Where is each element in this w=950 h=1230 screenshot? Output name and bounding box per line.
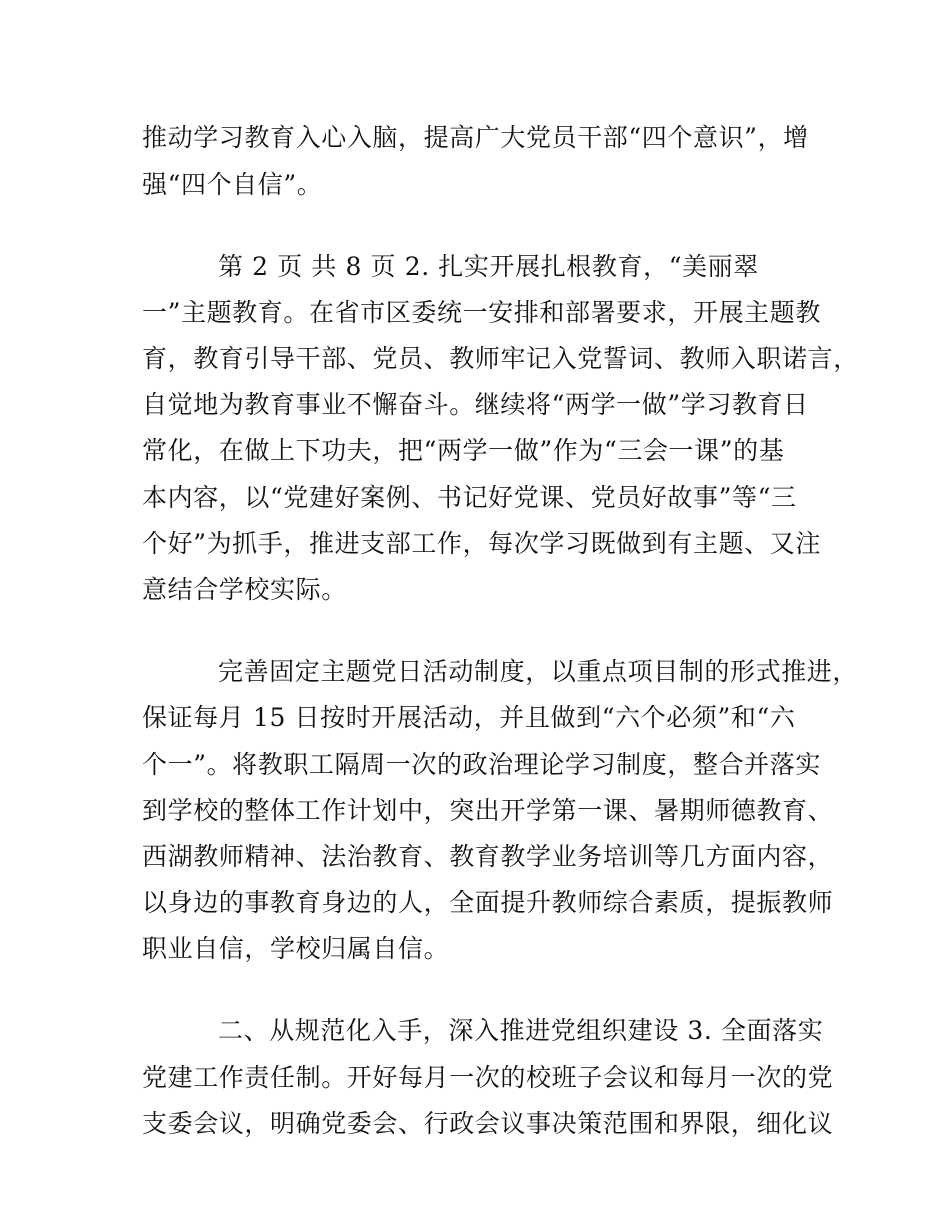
paragraph-2-line-6: 本内容，以“党建好案例、书记好党课、党员好故事”等“三 <box>142 483 797 512</box>
paragraph-3-line-7: 职业自信，学校归属自信。 <box>142 934 450 963</box>
paragraph-3-line-3: 个一”。将教职工隔周一次的政治理论学习制度，整合并落实 <box>142 750 821 779</box>
paragraph-2-line-4: 自觉地为教育事业不懈奋斗。继续将“两学一做”学习教育日 <box>142 390 809 419</box>
paragraph-3-line-1: 完善固定主题党日活动制度，以重点项目制的形式推进， <box>218 657 859 686</box>
paragraph-3-line-4: 到学校的整体工作计划中，突出开学第一课、暑期师德教育、 <box>142 796 834 825</box>
paragraph-1-line-1: 推动学习教育入心入脑，提高广大党员干部“四个意识”，增 <box>142 123 809 152</box>
paragraph-3-line-5: 西湖教师精神、法治教育、教育教学业务培训等几方面内容， <box>142 842 834 871</box>
paragraph-2-line-5: 常化，在做上下功夫，把“两学一做”作为“三会一课”的基 <box>142 436 785 465</box>
paragraph-2-line-3: 育，教育引导干部、党员、教师牢记入党誓词、教师入职诺言， <box>142 344 859 373</box>
paragraph-3-line-6: 以身边的事教育身边的人，全面提升教师综合素质，提振教师 <box>142 888 834 917</box>
paragraph-3-line-2: 保证每月 15 日按时开展活动，并且做到“六个必须”和“六 <box>142 703 796 732</box>
paragraph-2-line-1: 第 2 页 共 8 页 2. 扎实开展扎根教育，“美丽翠 <box>218 252 759 281</box>
paragraph-2-line-7: 个好”为抓手，推进支部工作，每次学习既做到有主题、又注 <box>142 529 821 558</box>
paragraph-4-line-1: 二、从规范化入手，深入推进党组织建设 3. 全面落实 <box>218 1016 824 1045</box>
paragraph-2-line-8: 意结合学校实际。 <box>142 575 347 604</box>
paragraph-4-line-2: 党建工作责任制。开好每月一次的校班子会议和每月一次的党 <box>142 1063 834 1092</box>
paragraph-1-line-2: 强“四个自信”。 <box>142 170 323 199</box>
paragraph-2-line-2: 一”主题教育。在省市区委统一安排和部署要求，开展主题教 <box>142 298 821 327</box>
paragraph-4-line-3: 支委会议，明确党委会、行政会议事决策范围和界限，细化议 <box>142 1109 834 1138</box>
